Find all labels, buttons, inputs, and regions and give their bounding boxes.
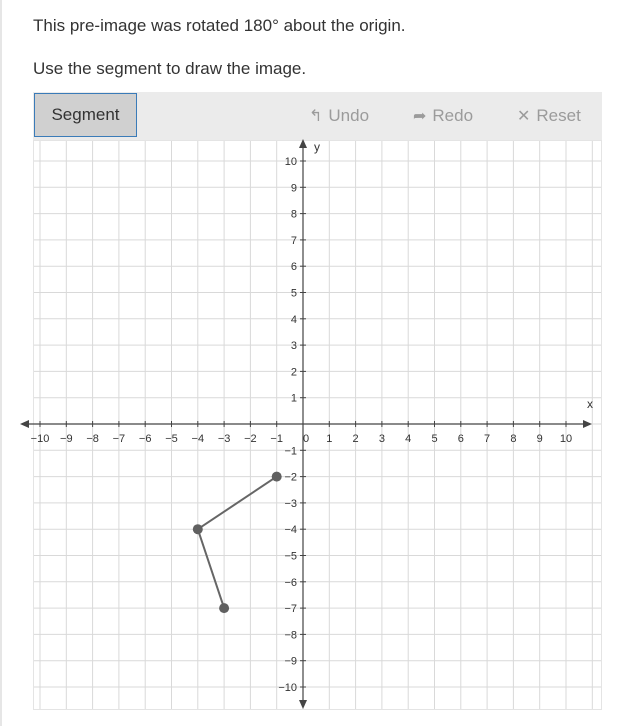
- x-axis-left-arrow: [20, 420, 29, 428]
- origin-label: 0: [302, 433, 310, 445]
- redo-arrow-icon: ➦: [413, 108, 427, 125]
- y-tick-label: −2: [284, 471, 297, 484]
- x-tick-label: 3: [378, 433, 385, 445]
- x-tick-label: 4: [405, 433, 412, 445]
- y-tick-label: 3: [290, 340, 297, 353]
- x-tick-label: 7: [484, 433, 491, 445]
- x-tick-label: 10: [559, 433, 573, 445]
- y-tick-label: 8: [290, 208, 297, 221]
- y-tick-label: −7: [284, 603, 297, 616]
- y-tick-label: −1: [284, 445, 297, 458]
- pre-image-point[interactable]: [193, 524, 203, 534]
- x-tick-label: −9: [60, 433, 73, 445]
- y-tick-label: −10: [278, 682, 297, 694]
- axes: [20, 139, 592, 709]
- segment-tool-button[interactable]: Segment: [34, 93, 137, 137]
- reset-button[interactable]: [517, 104, 581, 128]
- x-axis-right-arrow: [583, 420, 592, 428]
- y-tick-label: 2: [290, 366, 297, 379]
- left-border: [0, 0, 2, 726]
- y-axis-down-arrow: [299, 700, 307, 709]
- y-tick-label: −6: [284, 576, 297, 589]
- x-tick-label: −5: [165, 433, 178, 445]
- redo-label: Redo: [432, 106, 474, 125]
- y-tick-label: 10: [284, 156, 297, 168]
- y-tick-label: −3: [284, 497, 297, 510]
- y-tick-label: −4: [284, 524, 297, 537]
- undo-arrow-icon: ↰: [309, 108, 323, 125]
- tick-labels: [31, 140, 593, 694]
- pre-image-point[interactable]: [219, 603, 229, 613]
- x-tick-label: −4: [191, 433, 205, 445]
- x-tick-label: −10: [30, 433, 50, 445]
- y-tick-label: −5: [284, 550, 297, 563]
- close-x-icon: ✕: [517, 108, 531, 125]
- question-text-line-1: This pre-image was rotated 180° about the origin.: [33, 16, 406, 35]
- y-tick-label: −9: [284, 655, 297, 668]
- y-axis-label: y: [314, 140, 320, 154]
- x-tick-label: 8: [510, 433, 517, 445]
- undo-button[interactable]: [309, 104, 369, 128]
- y-tick-label: 4: [290, 313, 297, 326]
- x-tick-label: −1: [270, 433, 283, 445]
- y-tick-label: 1: [290, 392, 297, 405]
- y-tick-label: 7: [290, 234, 297, 247]
- x-tick-label: 1: [326, 433, 333, 445]
- y-tick-label: 6: [290, 261, 297, 274]
- y-tick-label: 5: [290, 287, 297, 300]
- x-tick-label: 2: [352, 433, 359, 445]
- graph-canvas[interactable]: [30, 140, 602, 710]
- graph-toolbar: [33, 92, 602, 140]
- x-axis-label: x: [587, 397, 593, 411]
- x-tick-label: 6: [457, 433, 464, 445]
- redo-button[interactable]: [413, 104, 473, 128]
- x-tick-label: 5: [431, 433, 438, 445]
- undo-label: Undo: [328, 106, 370, 125]
- reset-label: Reset: [536, 106, 581, 125]
- coordinate-graph[interactable]: [30, 140, 602, 710]
- question-text-line-2: Use the segment to draw the image.: [33, 59, 307, 78]
- x-tick-label: −3: [217, 433, 231, 445]
- y-tick-label: 9: [290, 182, 297, 195]
- pre-image-segments[interactable]: [193, 472, 282, 613]
- x-tick-label: −6: [138, 433, 152, 445]
- pre-image-segment[interactable]: [198, 529, 224, 608]
- x-tick-label: 9: [536, 433, 543, 445]
- pre-image-point[interactable]: [272, 472, 282, 482]
- x-tick-label: −2: [244, 433, 257, 445]
- x-tick-label: −7: [112, 433, 126, 445]
- grid-lines: [30, 140, 602, 710]
- y-tick-label: −8: [284, 629, 297, 642]
- x-tick-label: −8: [86, 433, 99, 445]
